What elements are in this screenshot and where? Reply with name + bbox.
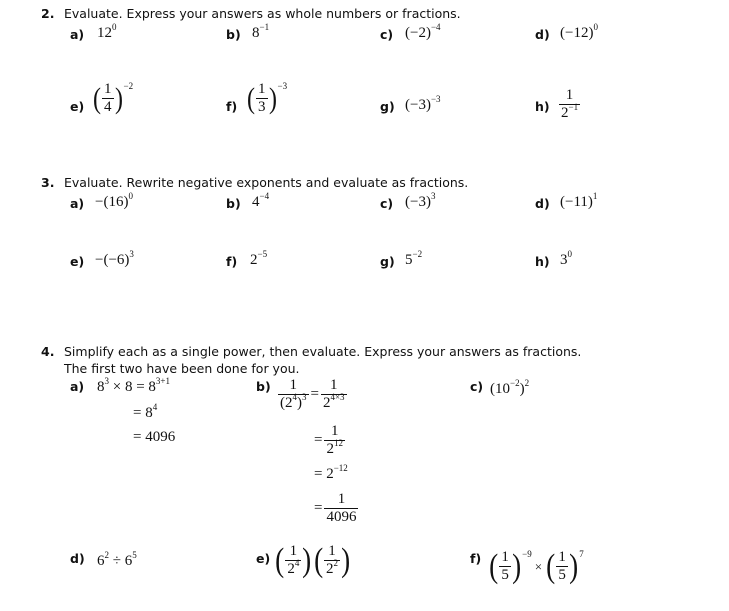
q4-expr-e: ( $\frac{1}{2^4}$ ) ( $\frac{1}{2^2}$ ) [275,542,351,579]
q2-expr-f: ( $\frac{1}{3}$ ) $^{-3}$ [247,80,288,115]
q4-label-c: c) [470,379,484,394]
q2-expr-d: $(-12)^0$ [560,22,598,41]
q4-expr-c: $(10^{-2})^2$ [490,378,530,397]
q3-prompt: Evaluate. Rewrite negative exponents and evaluate as fractions. [64,175,469,190]
q4-b-line1: $\frac{1}{(2^4)^3}$ = $\frac{1}{2^{4\times 3}}$ [280,377,345,411]
q3-expr-e: $-(-6)^3$ [95,249,134,268]
q2-label-c: c) [380,27,394,42]
q2-expr-g: $(-3)^{-3}$ [405,94,441,113]
q3-expr-c: $(-3)^3$ [405,191,436,210]
q2-expr-e: ( $\frac{1}{4}$ ) $^{-2}$ [93,80,134,115]
q4-expr-f: ( $\frac{1}{5}$ ) $^{-9}$ × ( $\frac{1}{5}$ ) $^7$ [489,548,584,585]
q4-a-line3: = 4096 [133,429,176,445]
q2-expr-c: $(-2)^{-4}$ [405,22,441,41]
q4-expr-d: $6^2 \div 6^5$ [97,550,137,569]
q4-b-line4: = $\frac{1}{4096}$ [314,491,357,525]
q2-expr-a: $12^0$ [97,22,117,41]
q4-label-a: a) [70,379,85,394]
q2-label-e: e) [70,99,85,114]
q4-label-e: e) [256,551,271,566]
q4-label-b: b) [256,379,271,394]
q2-expr-h: $\frac{1}{2^{-1}}$ [561,87,579,121]
q3-expr-b: $4^{-4}$ [252,191,270,210]
q4-a-line2: = $8^4$ [133,402,158,421]
q4-b-line3: = $2^{-12}$ [314,463,348,482]
q3-expr-d: $(-11)^1$ [560,191,598,210]
q3-label-c: c) [380,196,394,211]
q3-label-b: b) [226,196,241,211]
q2-label-g: g) [380,99,395,114]
q2-label-b: b) [226,27,241,42]
q4-prompt-line2: The first two have been done for you. [64,361,300,376]
q2-prompt: Evaluate. Express your answers as whole numbers or fractions. [64,6,461,21]
q2-label-f: f) [226,99,238,114]
q3-expr-g: $5^{-2}$ [405,249,423,268]
q2-number: 2. [41,6,55,21]
q4-label-d: d) [70,551,85,566]
q4-a-line1: $8^3 \times 8 = 8^{3+1}$ [97,376,170,395]
q3-label-d: d) [535,196,550,211]
q3-label-e: e) [70,254,85,269]
q2-expr-b: $8^{-1}$ [252,22,270,41]
q3-label-g: g) [380,254,395,269]
q4-label-f: f) [470,551,482,566]
q4-prompt-line1: Simplify each as a single power, then evaluate. Express your answers as fractions. [64,344,582,359]
q3-label-a: a) [70,196,85,211]
q2-label-d: d) [535,27,550,42]
q4-b-line2: = $\frac{1}{2^{12}}$ [314,423,343,457]
q3-number: 3. [41,175,55,190]
q3-expr-a: $-(16)^0$ [95,191,133,210]
q3-expr-h: $3^0$ [560,249,572,268]
q4-number: 4. [41,344,55,359]
q3-label-h: h) [535,254,550,269]
q3-expr-f: $2^{-5}$ [250,249,268,268]
q2-label-h: h) [535,99,550,114]
q3-label-f: f) [226,254,238,269]
q2-label-a: a) [70,27,85,42]
